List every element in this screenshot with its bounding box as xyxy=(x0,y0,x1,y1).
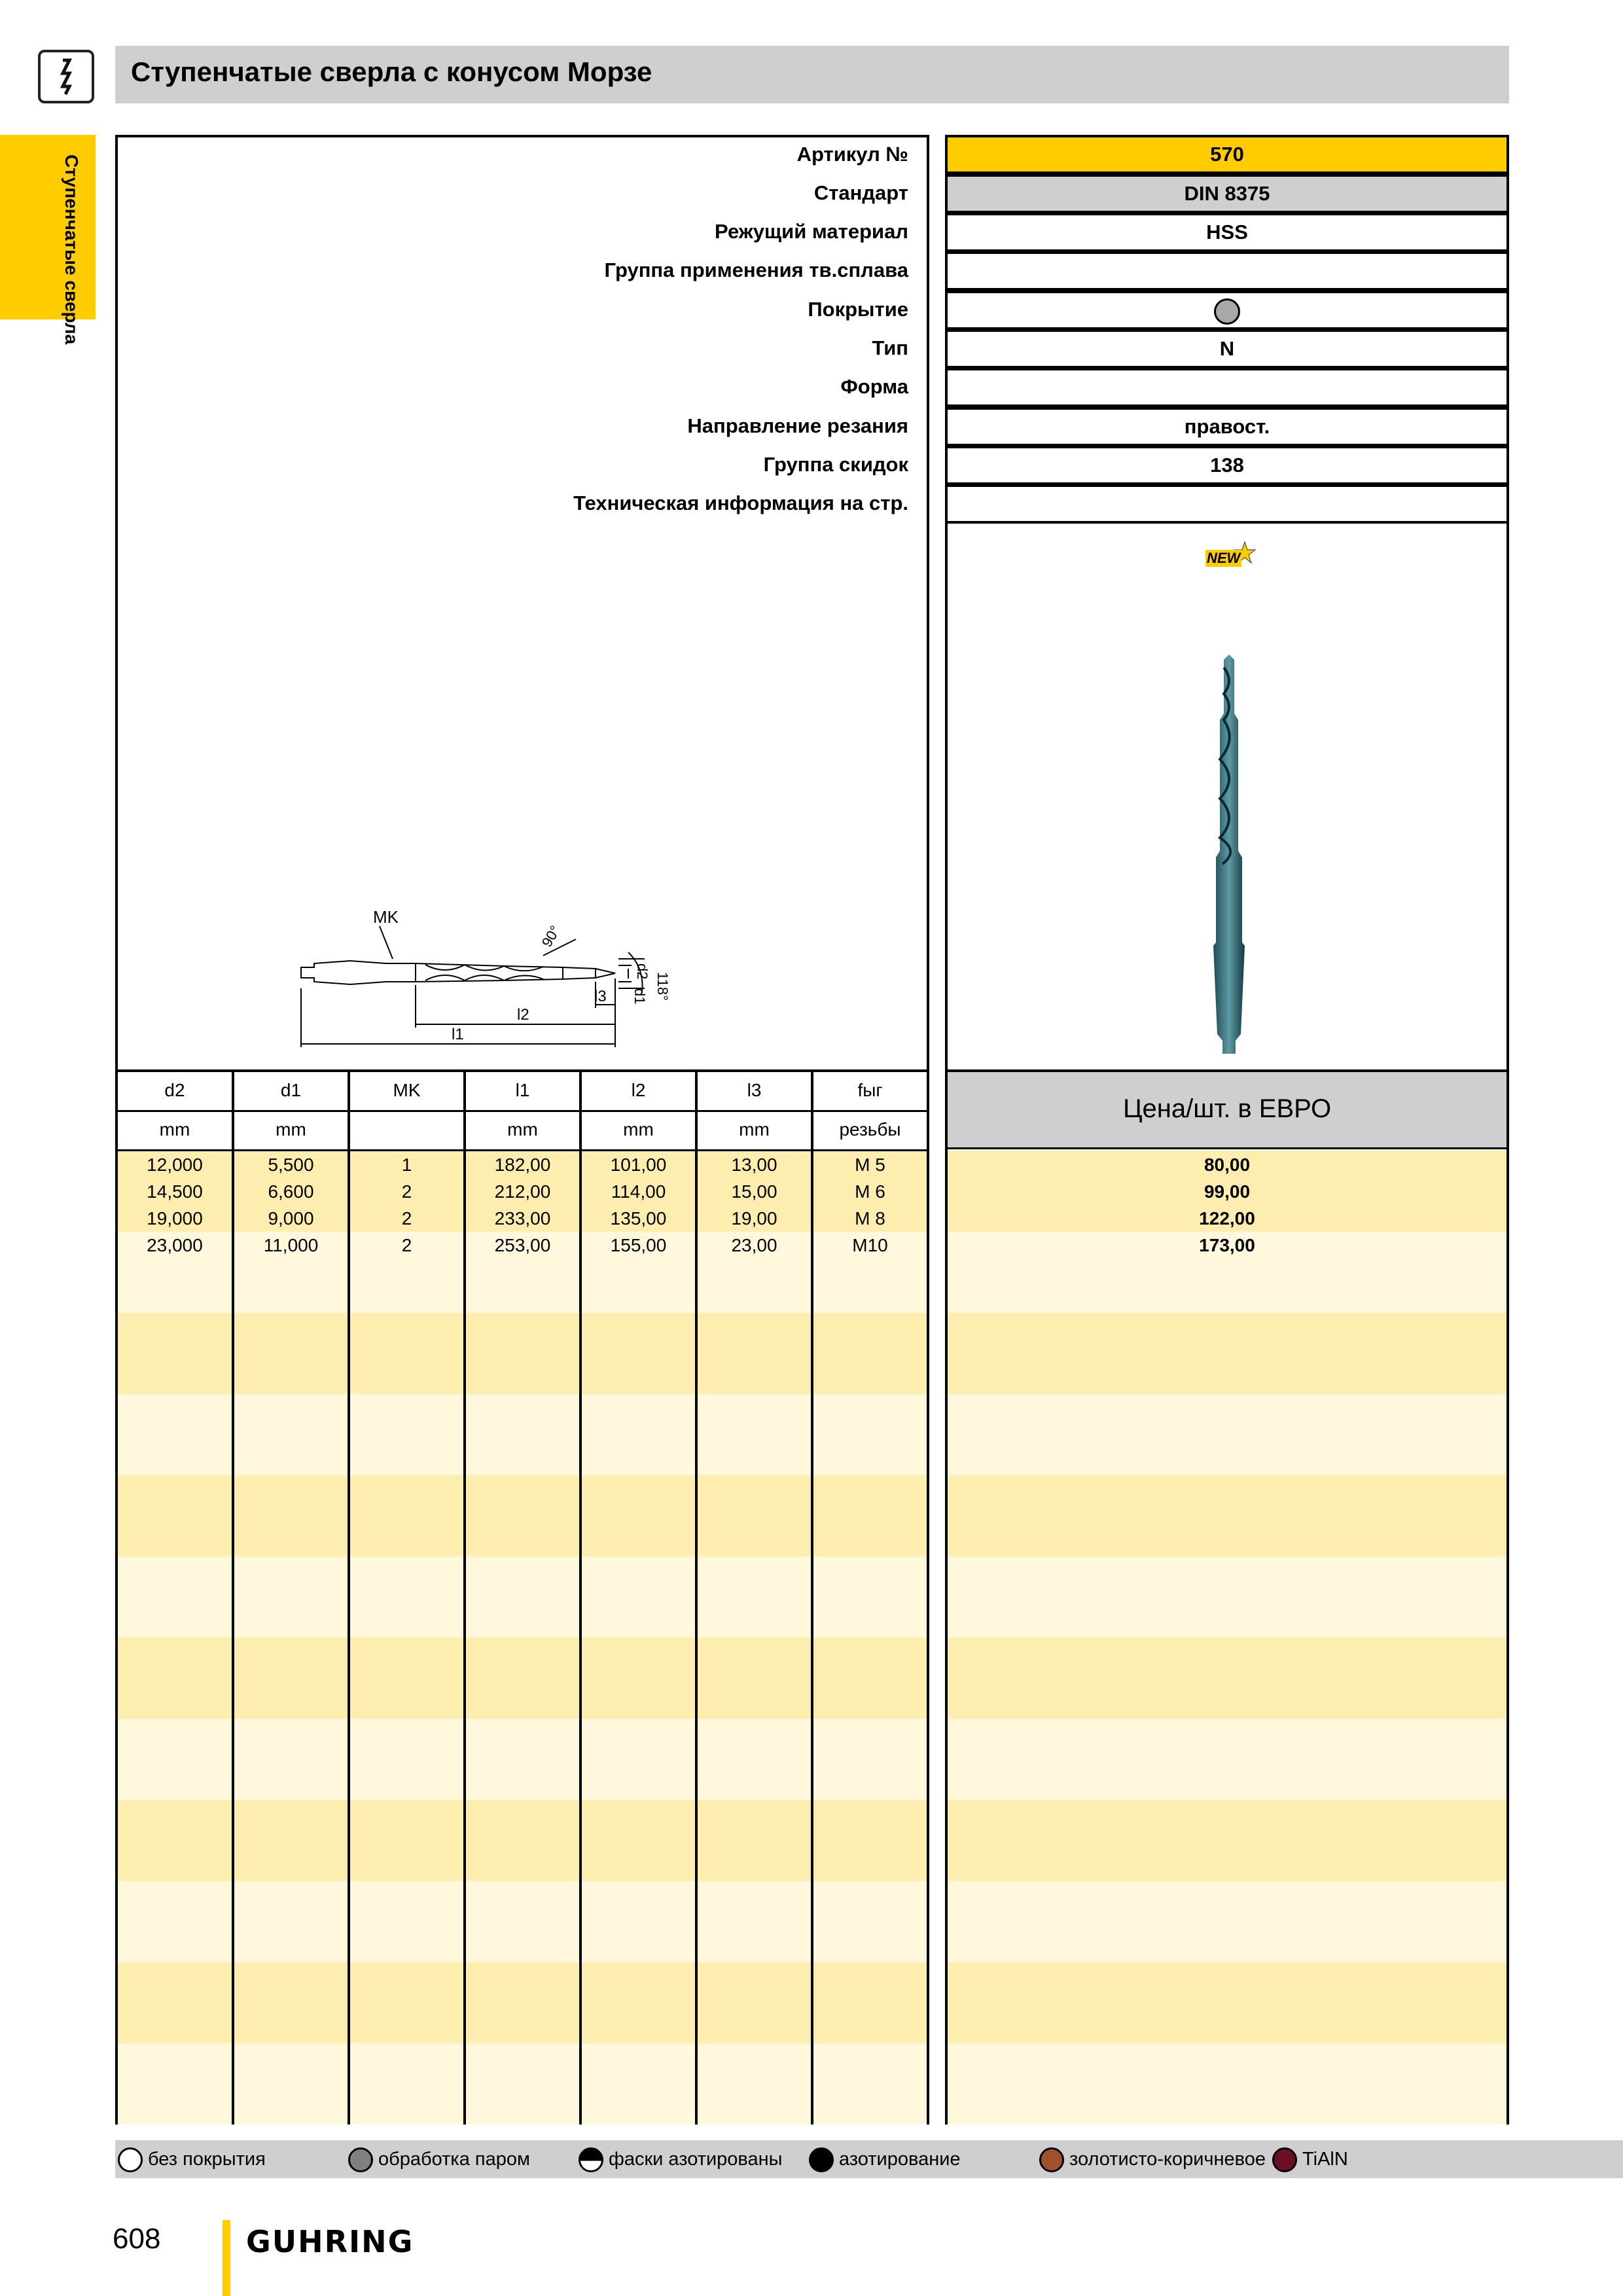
cell-mk: 2 xyxy=(401,1208,412,1229)
drawing-d2-label: d2 xyxy=(634,963,651,980)
side-tab-label: Ступенчатые сверла xyxy=(62,154,82,345)
legend-nitrided xyxy=(809,2144,961,2174)
col-header-thread: fыг xyxy=(857,1080,883,1100)
legend-chamfer-nitrided xyxy=(579,2144,783,2174)
unit-l1: mm xyxy=(507,1119,538,1139)
prop-label-cutting-direction: Направление резания xyxy=(687,414,908,437)
unit-l2: mm xyxy=(623,1119,654,1139)
cell-l3: 15,00 xyxy=(731,1181,777,1202)
product-image-panel xyxy=(945,521,1509,1072)
prop-label-material: Режущий материал xyxy=(715,220,908,243)
page-title: Ступенчатые сверла с конусом Морзе xyxy=(131,56,652,87)
cell-l2: 114,00 xyxy=(611,1181,666,1202)
new-badge xyxy=(1204,541,1257,571)
price-cell: 122,00 xyxy=(1199,1208,1255,1229)
cell-l3: 23,00 xyxy=(731,1235,777,1255)
cell-l1: 253,00 xyxy=(494,1235,551,1255)
circle-uncoated-icon xyxy=(118,2147,143,2172)
drawing-l2-label: l2 xyxy=(517,1006,529,1024)
prop-value-standard: DIN 8375 xyxy=(945,174,1509,213)
prop-value-tech-info xyxy=(945,484,1509,524)
legend-label: TiAlN xyxy=(1302,2149,1348,2170)
prop-label-tech-info: Техническая информация на стр. xyxy=(573,492,908,514)
legend-gold-brown xyxy=(1039,2144,1266,2174)
prop-label-type: Тип xyxy=(872,336,908,359)
circle-chamfer-nitrided-icon xyxy=(579,2147,603,2172)
legend-label: обработка паром xyxy=(378,2149,530,2170)
cell-l3: 13,00 xyxy=(731,1155,777,1175)
price-bands xyxy=(948,1151,1507,2125)
cell-d2: 23,000 xyxy=(147,1235,203,1255)
cell-thread: M 8 xyxy=(855,1208,885,1229)
circle-tialn-icon xyxy=(1272,2147,1297,2172)
cell-thread: M10 xyxy=(852,1235,888,1255)
legend-label: фаски азотированы xyxy=(609,2149,783,2170)
table-bands xyxy=(118,1151,927,2125)
legend-tialn xyxy=(1272,2144,1348,2174)
prop-value-form xyxy=(945,368,1509,407)
cell-thread: M 6 xyxy=(855,1181,885,1202)
legend-uncoated xyxy=(118,2144,266,2174)
drawing-angle-90: 90° xyxy=(538,922,563,950)
col-header-l3: l3 xyxy=(747,1080,762,1100)
unit-d1: mm xyxy=(276,1119,306,1139)
dimensions-table xyxy=(115,1069,929,2125)
cell-d1: 9,000 xyxy=(268,1208,314,1229)
table-row xyxy=(118,1232,927,1259)
cell-d2: 14,500 xyxy=(147,1181,203,1202)
cell-thread: M 5 xyxy=(855,1155,885,1175)
table-row xyxy=(118,1178,927,1205)
prop-value-discount-group: 138 xyxy=(945,446,1509,485)
cell-l2: 101,00 xyxy=(610,1155,667,1175)
unit-thread: резьбы xyxy=(839,1119,901,1139)
new-badge-label: NEW xyxy=(1207,550,1241,566)
cell-mk: 2 xyxy=(401,1181,412,1202)
prop-label-coating: Покрытие xyxy=(808,298,908,321)
cell-l3: 19,00 xyxy=(731,1208,777,1229)
prop-label-form: Форма xyxy=(840,375,908,398)
footer-accent-bar xyxy=(223,2220,230,2296)
step-drill-photo xyxy=(1196,655,1262,1060)
prop-value-coating xyxy=(945,291,1509,330)
col-header-mk: MK xyxy=(393,1080,421,1100)
circle-steam-icon xyxy=(348,2147,373,2172)
drawing-l1-label: l1 xyxy=(452,1026,464,1043)
coating-steam-icon xyxy=(1214,298,1240,325)
technical-drawing xyxy=(288,890,877,1060)
cell-mk: 1 xyxy=(401,1155,412,1175)
col-header-l1: l1 xyxy=(515,1080,530,1100)
prop-value-material: HSS xyxy=(945,213,1509,252)
cell-d1: 11,000 xyxy=(263,1235,319,1255)
brand-logo: GUHRING xyxy=(246,2224,414,2259)
cell-d1: 6,600 xyxy=(268,1181,314,1202)
table-row xyxy=(118,1151,927,1178)
price-table xyxy=(945,1069,1509,2125)
col-header-d2: d2 xyxy=(164,1080,185,1100)
price-header-label: Цена/шт. в ЕВРО xyxy=(1122,1094,1332,1123)
prop-value-article: 570 xyxy=(945,135,1509,174)
table-row xyxy=(118,1205,927,1232)
legend-label: без покрытия xyxy=(148,2149,266,2170)
cell-l1: 212,00 xyxy=(494,1181,551,1202)
prop-label-article: Артикул № xyxy=(796,143,908,166)
page-number: 608 xyxy=(113,2223,161,2255)
cell-mk: 2 xyxy=(401,1235,412,1255)
table-header-divider xyxy=(118,1110,927,1112)
col-header-d1: d1 xyxy=(280,1080,302,1100)
prop-label-standard: Стандарт xyxy=(813,181,908,204)
prop-value-type: N xyxy=(945,329,1509,368)
properties-drawing-panel xyxy=(115,135,929,1072)
drawing-angle-118: 118° xyxy=(654,972,671,1001)
legend-steam xyxy=(348,2144,530,2174)
cell-d2: 12,000 xyxy=(147,1155,203,1175)
circle-gold-brown-icon xyxy=(1039,2147,1064,2172)
legend-label: золотисто-коричневое xyxy=(1069,2149,1266,2170)
prop-label-discount-group: Группа скидок xyxy=(763,453,908,476)
price-cell: 80,00 xyxy=(1204,1155,1251,1175)
col-header-l2: l2 xyxy=(631,1080,646,1100)
circle-nitrided-icon xyxy=(809,2147,834,2172)
price-cell: 173,00 xyxy=(1199,1235,1255,1255)
cell-l1: 182,00 xyxy=(494,1155,551,1175)
cell-l2: 135,00 xyxy=(610,1208,667,1229)
catalog-section-icon xyxy=(38,50,94,103)
unit-d2: mm xyxy=(159,1119,190,1139)
prop-value-cutting-direction: правост. xyxy=(945,407,1509,446)
unit-l3: mm xyxy=(739,1119,770,1139)
drawing-mk-label: MK xyxy=(373,907,399,927)
cell-l2: 155,00 xyxy=(610,1235,667,1255)
prop-value-application-group xyxy=(945,251,1509,291)
drawing-l3-label: l3 xyxy=(594,988,607,1005)
drawing-d1-label: d1 xyxy=(632,988,648,1005)
cell-d1: 5,500 xyxy=(268,1155,314,1175)
legend-label: азотирование xyxy=(839,2149,961,2170)
cell-d2: 19,000 xyxy=(147,1208,203,1229)
price-cell: 99,00 xyxy=(1204,1181,1251,1202)
cell-l1: 233,00 xyxy=(494,1208,551,1229)
prop-label-application-group: Группа применения тв.сплава xyxy=(604,259,908,281)
